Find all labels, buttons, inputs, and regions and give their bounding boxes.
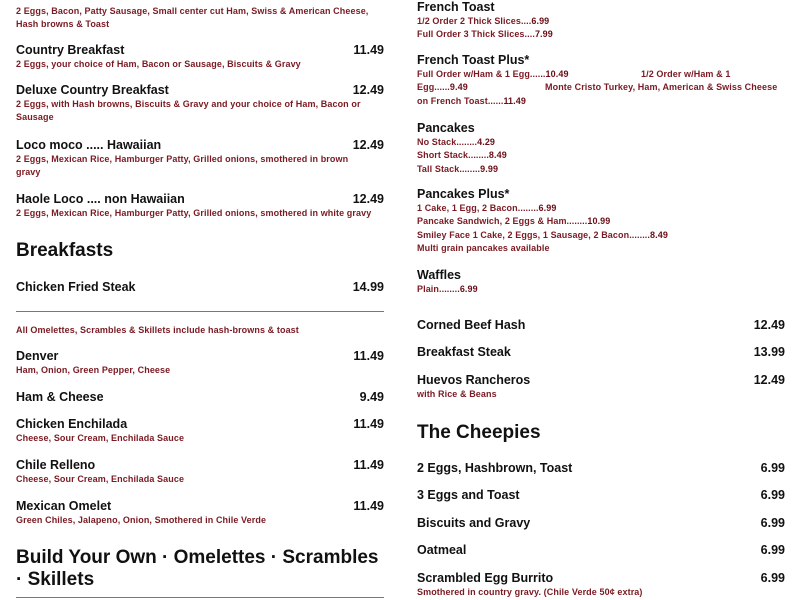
menu-item-price: 6.99 [760,488,785,502]
menu-item-header [16,138,384,153]
menu-item-header [417,0,785,15]
menu-item-description [417,586,785,599]
menu-item-description [16,111,384,124]
menu-item-name: Loco moco ..... Hawaiian [16,138,162,152]
option-price: 6.99 [538,203,557,213]
description-segment [417,69,569,79]
menu-item-header [417,345,785,360]
menu-item-description [417,28,785,41]
option-price: 6.99 [531,16,550,26]
description-text: Hash browns & Toast [16,19,110,30]
description-segment [16,365,170,375]
menu-item-name: Breakfast Steak [417,345,511,359]
menu-item-description [16,18,384,31]
description-text: Green Chiles, Jalapeno, Onion, Smothered in Chile Verde [16,515,267,525]
menu-item-header [16,349,384,364]
description-segment [417,137,495,147]
menu-item-name: Country Breakfast [16,43,125,57]
menu-item-3-eggs-and-toast [417,488,785,503]
description-segment [417,150,507,160]
description-text: All Omelettes, Scrambles & Skillets include hash-browns & toast [16,325,299,335]
menu-item-price: 12.49 [352,83,384,97]
description-segment [417,389,497,399]
menu-item-corned-beef-hash [417,318,785,333]
menu-item-price: 12.49 [352,192,384,206]
menu-item-price: 9.49 [359,390,384,404]
option-price: 10.99 [587,216,611,227]
menu-item-denver [16,349,384,377]
description-text: with Rice & Beans [417,389,497,399]
menu-item-price: 13.99 [753,345,785,359]
menu-item-description [417,163,785,176]
menu-item-name: Scrambled Egg Burrito [417,571,554,585]
menu-item-ham-cheese [16,390,384,405]
description-segment [417,16,549,26]
menu-item-description [16,207,384,220]
description-segment [417,164,498,174]
description-segment [16,6,368,16]
menu-item-name: Pancakes [417,121,475,135]
description-segment [16,19,109,29]
description-segment [417,96,526,106]
description-text: Smiley Face 1 Cake, 2 Eggs, 1 Sausage, 2 Bacon........ [417,229,651,240]
menu-item-description [417,242,785,255]
description-text: Pancake Sandwich, 2 Eggs & Ham........ [417,216,588,227]
description-segment [16,99,361,109]
description-text: 2 Eggs, your choice of Ham, Bacon or Sausage, Biscuits & Gravy [16,59,301,69]
description-segment [417,203,556,213]
menu-item-price: 6.99 [760,461,785,475]
description-text: Short Stack........ [417,150,489,161]
menu-item-description [417,95,785,108]
menu-item-pancakes-plus [417,187,785,256]
menu-item-name: Huevos Rancheros [417,373,531,387]
menu-item-price: 11.49 [353,349,384,363]
menu-item-description [417,229,785,242]
menu-item-header [417,268,785,283]
menu-right-column [417,0,785,600]
description-text: 2 Eggs, with Hash browns, Biscuits & Gravy and your choice of Ham, Bacon or [16,99,361,109]
menu-item-header [417,121,785,136]
description-segment [417,82,468,92]
option-price: 4.29 [477,137,496,147]
menu-item-name: Pancakes Plus* [417,187,510,201]
menu-item-description [16,166,384,179]
menu-item-description [16,98,384,111]
description-text: 2 Eggs, Mexican Rice, Hamburger Patty, Grilled onions, smothered in white gravy [16,208,372,218]
divider [16,311,384,312]
menu-item-price: 6.99 [760,571,785,585]
description-text: Sausage [16,112,54,123]
option-price: 9.99 [480,163,499,174]
menu-item-header [417,571,785,586]
menu-item-name: Mexican Omelet [16,499,112,513]
menu-item-pancakes [417,121,785,176]
description-segment [417,243,550,253]
option-price: 6.99 [459,284,478,294]
menu-item-oatmeal [417,543,785,558]
menu-item-header [417,373,785,388]
description-segment [417,230,668,240]
menu-item-chicken-fried-steak [16,280,384,295]
menu-item-header [16,192,384,207]
menu-item-name: Oatmeal [417,543,467,557]
description-text: 2 Eggs, Bacon, Patty Sausage, Small center cut Ham, Swiss & American Cheese, [16,6,369,16]
menu-item-header [417,543,785,558]
description-text: No Stack........ [417,137,478,147]
description-text: Smothered in country gravy. (Chile Verde 50¢ extra) [417,587,643,597]
menu-item-header [16,280,384,295]
description-segment [16,474,184,484]
description-segment [16,167,41,177]
menu-item-header [16,458,384,473]
section-heading-breakfasts: Breakfasts [16,240,114,261]
menu-item-name: Chicken Enchilada [16,417,128,431]
menu-item-header [417,187,785,202]
description-segment [16,112,54,122]
menu-item-name: Corned Beef Hash [417,318,526,332]
menu-item-header [16,499,384,514]
description-segment [417,587,643,597]
menu-item-name: 2 Eggs, Hashbrown, Toast [417,461,573,475]
menu-item-description [16,432,384,445]
menu-item-header [417,461,785,476]
description-text: Monte Cristo Turkey, Ham, American & Swiss Cheese [545,82,778,93]
description-text: 1 Cake, 1 Egg, 2 Bacon........ [417,203,539,213]
description-text: 2 Eggs, Mexican Rice, Hamburger Patty, Grilled onions, smothered in brown [16,154,349,164]
menu-item-description [417,202,785,215]
menu-item-price: 6.99 [760,516,785,530]
description-text: Tall Stack........ [417,163,481,174]
menu-item-price: 11.49 [353,458,384,472]
description-segment [417,216,610,226]
menu-item-description [16,514,384,527]
menu-item-breakfast-steak [417,345,785,360]
menu-item-description [417,149,785,162]
menu-item-huevos-rancheros [417,373,785,401]
menu-item-name: Biscuits and Gravy [417,516,531,530]
menu-item-chicken-enchilada [16,417,384,445]
menu-item-price: 14.99 [352,280,384,294]
menu-item-description [417,68,785,81]
menu-item-description [417,15,785,28]
menu-item-description [417,388,785,401]
menu-item-description [16,324,384,337]
description-text: Ham, Onion, Green Pepper, Cheese [16,365,171,375]
menu-item-french-toast [417,0,785,42]
menu-item-name: 3 Eggs and Toast [417,488,520,502]
menu-item-description [16,364,384,377]
menu-item-description [16,5,384,18]
menu-item-price: 11.49 [353,417,384,431]
menu-item-name: Haole Loco .... non Hawaiian [16,192,185,206]
menu-item-description [16,473,384,486]
menu-item-header [417,516,785,531]
menu-left-column [16,0,384,600]
menu-item-header [16,43,384,58]
menu-item-deluxe-country-breakfast [16,83,384,125]
menu-note [16,5,384,32]
description-text: on French Toast...... [417,95,504,106]
menu-item-header [16,390,384,405]
option-price: 8.49 [650,229,668,240]
description-segment [16,59,301,69]
menu-item-waffles [417,268,785,296]
description-text: Multi grain pancakes available [417,243,550,254]
menu-item-scrambled-egg-burrito [417,571,785,599]
description-segment [16,515,266,525]
description-segment [417,29,553,39]
description-text: gravy [16,167,41,178]
description-text: Cheese, Sour Cream, Enchilada Sauce [16,474,185,484]
menu-item-description [417,283,785,296]
description-segment [16,154,348,164]
description-text: Egg...... [417,82,450,93]
description-text: 1/2 Order 2 Thick Slices.... [417,16,532,26]
menu-item-chile-relleno [16,458,384,486]
menu-item-price: 11.49 [353,499,384,513]
menu-item-country-breakfast [16,43,384,71]
menu-item-name: French Toast Plus* [417,53,530,67]
menu-item-price: 6.99 [760,543,785,557]
menu-item-header [417,318,785,333]
menu-item-name: Deluxe Country Breakfast [16,83,169,97]
menu-item-price: 11.49 [353,43,384,57]
menu-item-price: 12.49 [753,318,785,332]
menu-item-header [16,417,384,432]
menu-item-price: 12.49 [352,138,384,152]
description-text: Full Order 3 Thick Slices.... [417,29,535,40]
menu-item-name: Chile Relleno [16,458,96,472]
menu-item-loco-moco-hawaiian [16,138,384,180]
option-price: 10.49 [545,69,569,79]
option-price: 8.49 [488,150,507,161]
menu-item-price: 12.49 [753,373,785,387]
menu-item-description [417,136,785,149]
menu-item-description [16,153,384,166]
menu-item-2-eggs-hashbrown-toast [417,461,785,476]
description-segment [545,81,777,94]
description-segment [417,284,478,294]
description-segment [16,325,299,335]
menu-item-haole-loco-non-hawaiian [16,192,384,220]
menu-item-name: Chicken Fried Steak [16,280,136,294]
menu-item-name: Denver [16,349,59,363]
description-text: Cheese, Sour Cream, Enchilada Sauce [16,433,185,443]
section-heading-build-your-own-omelettes-scrambles-skillets: Build Your Own · Omelettes · Scrambles · Skillets [16,547,379,590]
description-segment [641,68,730,81]
menu-item-description [16,58,384,71]
menu-item-description [417,81,785,94]
description-segment [16,208,371,218]
divider [16,597,384,598]
menu-item-description [417,215,785,228]
option-price: 11.49 [503,95,526,106]
description-text: Plain........ [417,284,460,294]
menu-item-name: French Toast [417,0,495,14]
menu-item-name: Waffles [417,268,461,282]
description-text: 1/2 Order w/Ham & 1 [641,69,731,79]
option-price: 9.49 [449,82,468,93]
menu-item-header [417,488,785,503]
description-text: Full Order w/Ham & 1 Egg...... [417,69,546,79]
menu-item-french-toast-plus [417,53,785,108]
menu-note [16,324,384,337]
menu-item-mexican-omelet [16,499,384,527]
option-price: 7.99 [534,29,553,40]
menu-item-name: Ham & Cheese [16,390,104,404]
section-heading-the-cheepies: The Cheepies [417,422,541,443]
menu-item-header [417,53,785,68]
menu-item-biscuits-and-gravy [417,516,785,531]
menu-item-header [16,83,384,98]
description-segment [16,433,184,443]
